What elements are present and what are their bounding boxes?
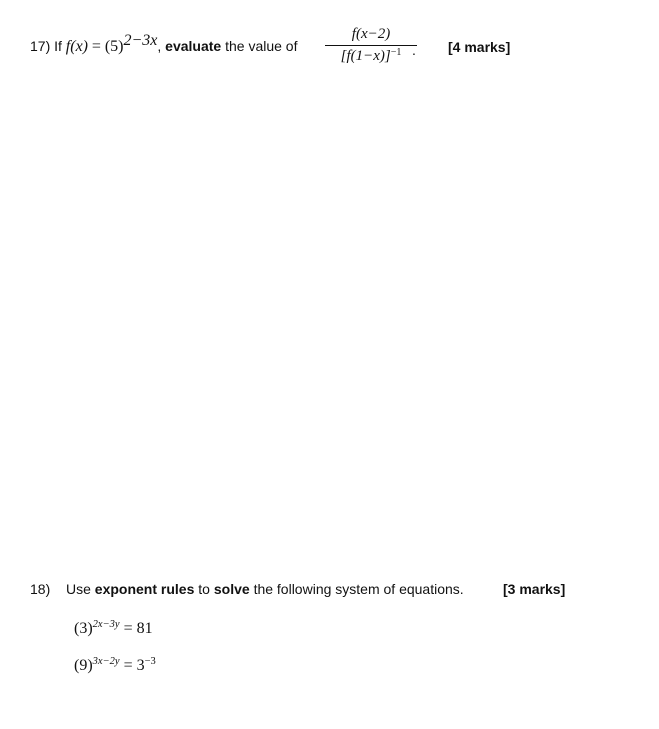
question-18-text	[66, 581, 464, 597]
question-17-comma: ,	[157, 38, 162, 54]
question-18-bold-solve: solve	[213, 581, 250, 597]
fraction-numerator: f(x−2)	[351, 26, 391, 42]
question-17-marks	[448, 39, 510, 55]
question-17-number: 17)	[30, 38, 51, 54]
equation-1	[74, 620, 153, 638]
question-18-text-pre: Use	[66, 581, 91, 597]
fraction-denominator-exponent: −1	[390, 47, 402, 58]
equation-1-rhs: = 81	[123, 620, 153, 637]
equation-2-base: (9)	[74, 657, 93, 674]
question-18-text-post: the following system of equations.	[253, 581, 464, 597]
question-17-period: .	[412, 42, 416, 58]
question-17-exponent: 2−3x	[123, 32, 158, 49]
equation-1-exponent: 2x−3y	[92, 619, 120, 630]
equation-2-rhs-exponent: −3	[144, 656, 156, 667]
fraction-bar	[325, 45, 417, 46]
question-17-fraction	[325, 26, 417, 65]
question-17-marks-label: [4 marks]	[448, 39, 511, 55]
question-18-marks-label: [3 marks]	[503, 581, 566, 597]
question-18-number: 18)	[30, 581, 51, 597]
question-18-marks	[503, 581, 565, 597]
question-17-if: If	[54, 38, 62, 54]
question-18-text-mid: to	[198, 581, 210, 597]
question-17-rest: the value of	[225, 38, 298, 54]
question-17-base: (5)	[104, 38, 124, 55]
equation-2	[74, 657, 156, 675]
equation-2-rhs: = 3	[123, 657, 145, 674]
equation-1-base: (3)	[74, 620, 93, 637]
question-17-bold-evaluate: evaluate	[165, 38, 222, 54]
equation-2-exponent: 3x−2y	[92, 656, 120, 667]
fraction-denominator: [f(1−x)]	[340, 48, 391, 64]
question-17-equals: =	[91, 38, 101, 55]
fraction-denominator-wrap	[341, 48, 402, 65]
question-18-bold-exponent-rules: exponent rules	[94, 581, 195, 597]
question-17-function: f(x)	[65, 38, 88, 55]
question-17-text	[30, 32, 298, 56]
